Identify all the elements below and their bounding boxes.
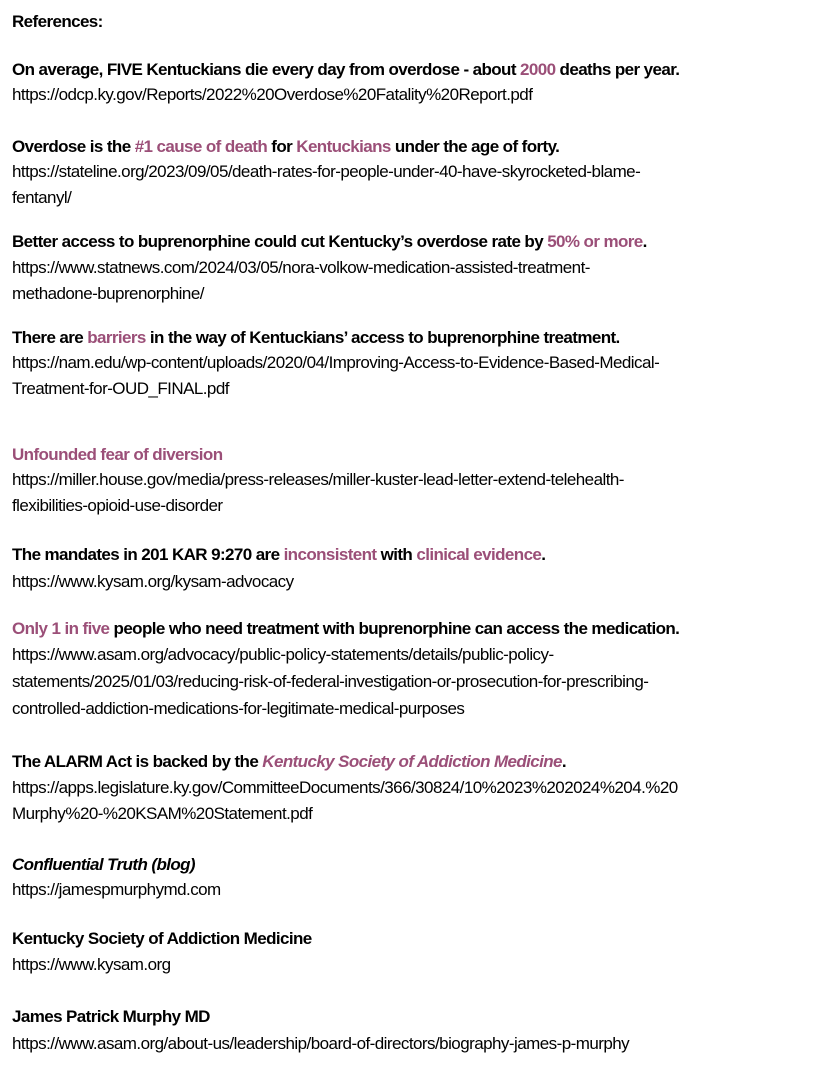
heading-highlight: 2000	[520, 60, 556, 79]
heading-text: Overdose is the	[12, 137, 135, 156]
reference-heading	[12, 616, 679, 642]
reference-heading	[12, 926, 312, 952]
reference-url[interactable]: https://www.kysam.org	[12, 955, 171, 974]
reference-url-continued[interactable]: methadone-buprenorphine/	[12, 284, 204, 303]
reference-heading	[12, 229, 647, 255]
reference-heading	[12, 134, 559, 160]
heading-text: .	[561, 752, 567, 771]
reference-url-continued[interactable]: flexibilities-opioid-use-disorder	[12, 496, 223, 515]
reference-url[interactable]: https://apps.legislature.ky.gov/CommitteeDocuments/366/30824/10%2023%202024%204.%20	[12, 778, 678, 797]
heading-text: Better access to buprenorphine could cut Kentucky’s overdose rate by	[12, 232, 548, 251]
reference-heading	[12, 749, 566, 775]
references-title: References:	[12, 12, 103, 31]
reference-url[interactable]: https://www.kysam.org/kysam-advocacy	[12, 572, 294, 591]
reference-url[interactable]: https://www.asam.org/advocacy/public-policy-statements/details/public-policy-	[12, 645, 554, 664]
heading-text: people who need treatment with buprenorphine can access the medication.	[109, 619, 680, 638]
heading-highlight: Kentuckians	[296, 137, 391, 156]
heading-text: On average, FIVE Kentuckians die every day from overdose - about	[12, 60, 521, 79]
heading-highlight: inconsistent	[283, 545, 377, 564]
reference-url[interactable]: https://odcp.ky.gov/Reports/2022%20Overdose%20Fatality%20Report.pdf	[12, 85, 533, 104]
reference-heading	[12, 442, 222, 468]
heading-text: for	[267, 137, 297, 156]
reference-heading	[12, 542, 545, 568]
reference-url[interactable]: https://nam.edu/wp-content/uploads/2020/04/Improving-Access-to-Evidence-Based-Medical-	[12, 353, 660, 372]
heading-text: The ALARM Act is backed by the	[12, 752, 263, 771]
reference-url-continued[interactable]: statements/2025/01/03/reducing-risk-of-federal-investigation-or-prosecution-for-prescribing-	[12, 672, 649, 691]
reference-heading	[12, 325, 620, 351]
heading-highlight: #1 cause of death	[134, 137, 268, 156]
reference-url[interactable]: https://www.statnews.com/2024/03/05/nora-volkow-medication-assisted-treatment-	[12, 258, 590, 277]
reference-url-continued[interactable]: Treatment-for-OUD_FINAL.pdf	[12, 379, 229, 398]
reference-url[interactable]: https://www.asam.org/about-us/leadership/board-of-directors/biography-james-p-murphy	[12, 1034, 630, 1053]
heading-text: Kentucky Society of Addiction Medicine	[12, 929, 312, 948]
heading-text: .	[642, 232, 647, 251]
heading-highlight: Kentucky Society of Addiction Medicine	[262, 752, 562, 771]
reference-url-continued[interactable]: controlled-addiction-medications-for-legitimate-medical-purposes	[12, 699, 465, 718]
heading-text: .	[541, 545, 546, 564]
heading-text: James Patrick Murphy MD	[12, 1007, 210, 1026]
heading-text: deaths per year.	[555, 60, 680, 79]
heading-highlight: clinical evidence	[416, 545, 542, 564]
heading-text: There are	[12, 328, 88, 347]
reference-heading	[12, 852, 195, 878]
reference-url-continued[interactable]: Murphy%20-%20KSAM%20Statement.pdf	[12, 804, 313, 823]
reference-url[interactable]: https://miller.house.gov/media/press-releases/miller-kuster-lead-letter-extend-telehealth-	[12, 470, 624, 489]
heading-text: under the age of forty.	[390, 137, 560, 156]
heading-highlight: 50% or more	[547, 232, 643, 251]
heading-highlight: Only 1 in five	[12, 619, 110, 638]
reference-heading	[12, 1004, 210, 1030]
heading-text: The mandates in 201 KAR 9:270 are	[12, 545, 284, 564]
heading-highlight: Unfounded fear of diversion	[12, 445, 223, 464]
heading-text: in the way of Kentuckians’ access to buprenorphine treatment.	[145, 328, 620, 347]
reference-heading	[12, 57, 679, 83]
heading-text: with	[376, 545, 417, 564]
reference-url[interactable]: https://stateline.org/2023/09/05/death-rates-for-people-under-40-have-skyrocketed-blame-	[12, 162, 641, 181]
reference-url-continued[interactable]: fentanyl/	[12, 188, 72, 207]
heading-highlight: barriers	[87, 328, 146, 347]
heading-text: Confluential Truth (blog)	[12, 855, 195, 874]
reference-url[interactable]: https://jamespmurphymd.com	[12, 880, 221, 899]
